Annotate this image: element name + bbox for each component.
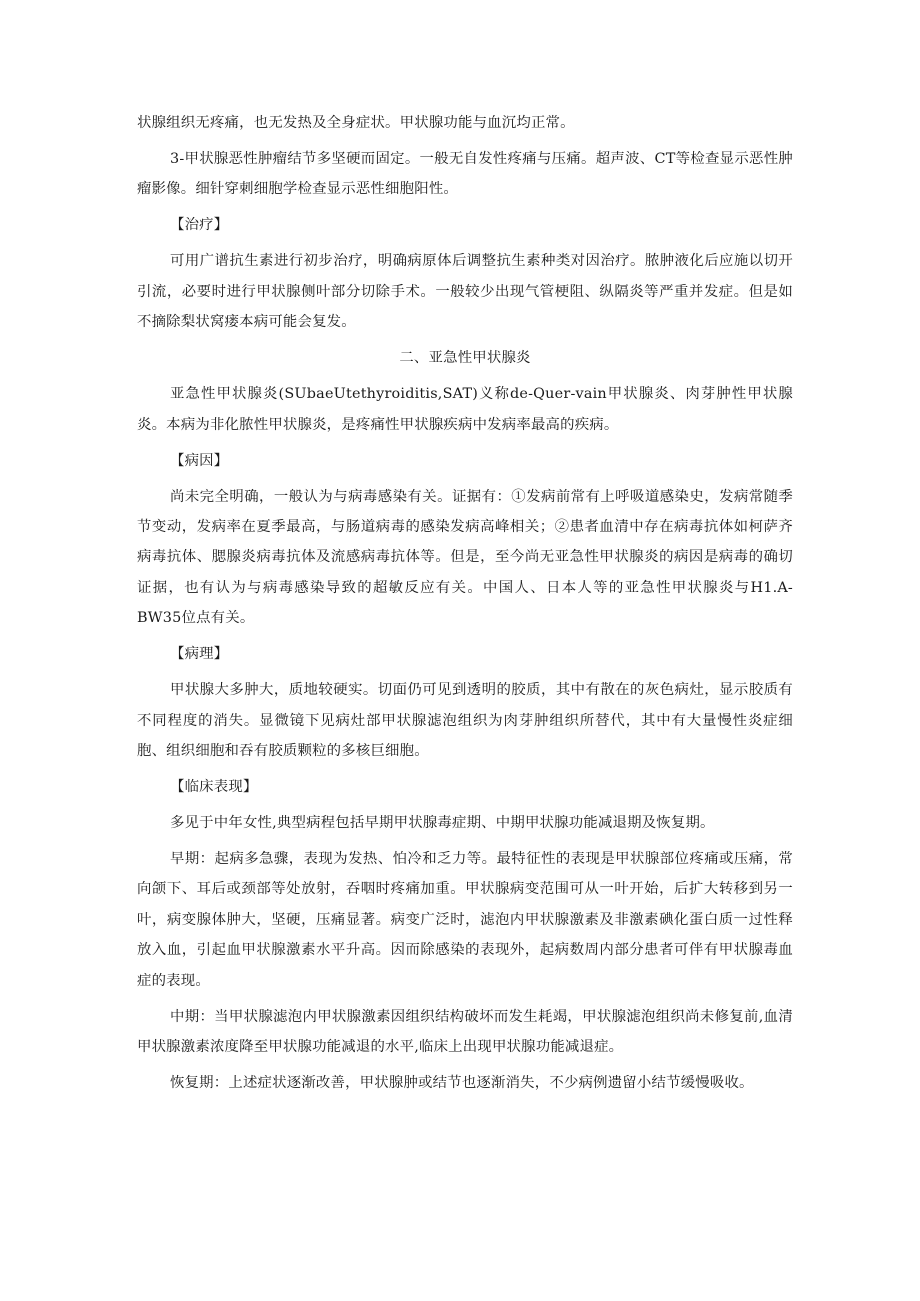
paragraph-clinical: 多见于中年女性,典型病程包括早期甲状腺毒症期、中期甲状腺功能减退期及恢复期。 — [170, 815, 715, 832]
heading-clinical: 【临床表现】 — [170, 779, 258, 796]
paragraph-introduction: 亚急性甲状腺炎(SUbaeUtethyroiditis,SAT)义称de-Quer-vain甲状腺炎、肉芽肿性甲状腺炎。本病为非化脓性甲状腺炎，是疼痛性甲状腺疾病中发病率最高的疾病。 — [137, 386, 793, 433]
section-title: 二、亚急性甲状腺炎 — [399, 350, 531, 367]
paragraph-malignant-nodule: 3-甲状腺恶性肿瘤结节多坚硬而固定。一般无自发性疼痛与压痛。超声波、CT等检查显示恶性肿瘤影像。细针穿刺细胞学检查显示恶性细胞阳性。 — [137, 151, 793, 198]
heading-treatment: 【治疗】 — [170, 217, 229, 234]
paragraph-etiology: 尚未完全明确，一般认为与病毒感染有关。证据有：①发病前常有上呼吸道感染史，发病常随季节变动，发病率在夏季最高，与肠道病毒的感染发病高峰相关；②患者血清中存在病毒抗体如柯萨齐病毒抗体、腮腺炎病毒抗体及流感病毒抗体等。但是，至今尚无亚急性甲状腺炎的病因是病毒的确切证据，也有认为与病毒感染导致的超敏反应有关。中国人、日本人等的亚急性甲状腺炎与H1.A-BW35位点有关。 — [137, 488, 793, 627]
heading-pathology: 【病理】 — [170, 646, 229, 663]
heading-etiology: 【病因】 — [170, 452, 229, 469]
paragraph-middle-stage: 中期：当甲状腺滤泡内甲状腺激素因组织结构破坏而发生耗竭，甲状腺滤泡组织尚未修复前,血清甲状腺激素浓度降至甲状腺功能减退的水平,临床上出现甲状腺功能减退症。 — [137, 1008, 793, 1056]
document-body — [137, 108, 793, 1099]
paragraph-recovery-stage: 恢复期：上述症状逐渐改善，甲状腺肿或结节也逐渐消失，不少病例遗留小结节缓慢吸收。 — [170, 1075, 754, 1092]
paragraph-early-stage: 早期：起病多急骤，表现为发热、怕冷和乏力等。最特征性的表现是甲状腺部位疼痛或压痛，常向颌下、耳后或颈部等处放射，吞咽时疼痛加重。甲状腺病变范围可从一叶开始，后扩大转移到另一叶，病变腺体肿大，坚硬，压痛显著。病变广泛时，滤泡内甲状腺激素及非激素碘化蛋白质一过性释放入血，引起血甲状腺激素水平升高。因而除感染的表现外，起病数周内部分患者可伴有甲状腺毒血症的表现。 — [137, 851, 793, 989]
paragraph-continuation: 状腺组织无疼痛，也无发热及全身症状。甲状腺功能与血沉均正常。 — [137, 115, 575, 131]
paragraph-pathology: 甲状腺大多肿大，质地较硬实。切面仍可见到透明的胶质，其中有散在的灰色病灶，显示胶质有不同程度的消失。显微镜下见病灶部甲状腺滤泡组织为肉芽肿组织所替代，其中有大量慢性炎症细胞、组织细胞和吞有胶质颗粒的多核巨细胞。 — [137, 682, 793, 760]
paragraph-treatment: 可用广谱抗生素进行初步治疗，明确病原体后调整抗生素种类对因治疗。脓肿液化后应施以切开引流，必要时进行甲状腺侧叶部分切除手术。一般较少出现气管梗阻、纵隔炎等严重并发症。但是如不摘除梨状窝瘘本病可能会复发。 — [137, 253, 793, 331]
